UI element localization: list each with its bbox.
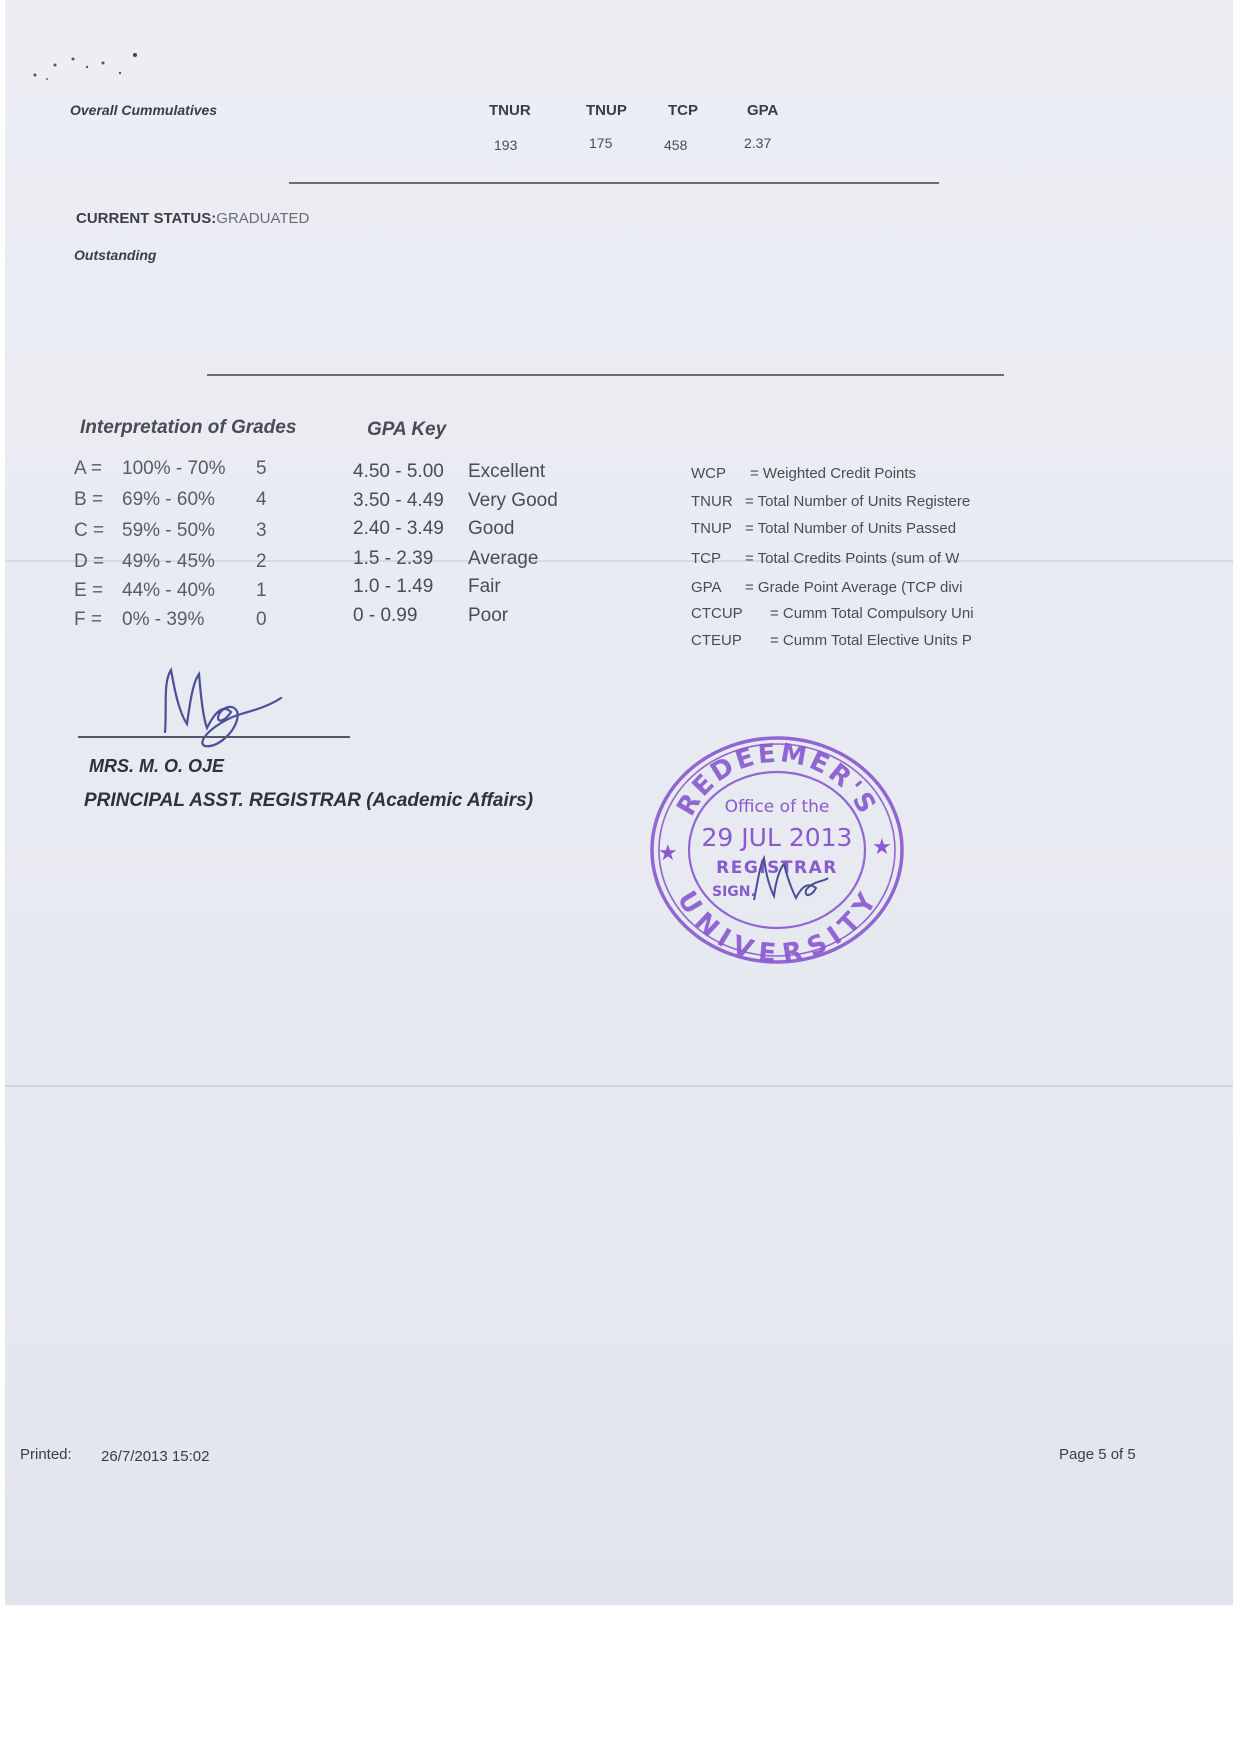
abbreviation-meaning: = Total Number of Units Passed (745, 520, 957, 537)
grade-grade: E = (74, 580, 104, 601)
printed-value: 26/7/2013 15:02 (101, 1448, 210, 1465)
transcript-page (5, 0, 1233, 1605)
gpa-key-label: Poor (468, 605, 509, 626)
abbreviation-meaning: = Cumm Total Elective Units P (770, 632, 972, 649)
grade-point: 3 (256, 520, 267, 541)
grade-grade: B = (74, 489, 104, 510)
abbreviation-term: TNUR (691, 493, 733, 510)
gpa-key-range: 3.50 - 4.49 (353, 490, 444, 511)
value-gpa: 2.37 (744, 135, 772, 151)
value-tnup: 175 (589, 135, 613, 151)
stamp-star-icon: ★ (658, 841, 678, 866)
grade-grade: C = (74, 520, 105, 541)
grade-grade: F = (74, 609, 102, 630)
abbreviation-meaning: = Weighted Credit Points (750, 465, 917, 482)
header-tcp: TCP (668, 102, 698, 119)
grade-range: 59% - 50% (122, 520, 215, 541)
cumulatives-label: Overall Cummulatives (70, 102, 218, 118)
grade-point: 1 (256, 580, 267, 601)
grade-point: 0 (256, 609, 267, 630)
stamp-bottom-text: UNIVERSITY (670, 886, 885, 970)
stamp-top-text: REDEEMER'S (671, 738, 883, 822)
header-gpa: GPA (747, 102, 779, 119)
header-tnur: TNUR (489, 102, 531, 119)
grade-range: 49% - 45% (122, 551, 215, 572)
gpa-key-label: Excellent (468, 461, 546, 482)
abbreviation-term: TNUP (691, 520, 732, 537)
grade-grade: A = (74, 458, 102, 479)
value-tcp: 458 (664, 137, 688, 153)
stamp-sign-label: SIGN. (712, 884, 756, 900)
gpa-key-range: 1.5 - 2.39 (353, 548, 434, 569)
abbreviation-term: GPA (691, 579, 722, 596)
gpa-key-range: 1.0 - 1.49 (353, 576, 434, 597)
paper-fold (5, 1085, 1233, 1087)
gpa-key-label: Fair (468, 576, 501, 597)
stamp-seal (646, 730, 908, 970)
header-tnup: TNUP (586, 102, 627, 119)
gpa-key-label: Good (468, 518, 515, 539)
signatory-name: MRS. M. O. OJE (89, 756, 225, 776)
signature (145, 662, 295, 752)
status-value: GRADUATED (216, 210, 310, 227)
status-remark: Outstanding (74, 247, 157, 263)
registrar-stamp (646, 730, 908, 970)
abbreviation-term: WCP (691, 465, 726, 482)
abbreviation-meaning: = Total Number of Units Registere (745, 493, 971, 510)
signature-line (78, 736, 350, 738)
divider (289, 182, 939, 184)
page-number: Page 5 of 5 (1059, 1446, 1136, 1463)
signatory-title: PRINCIPAL ASST. REGISTRAR (Academic Affairs) (84, 790, 534, 811)
divider (207, 374, 1004, 376)
stamp-registrar: REGISTRAR (716, 858, 838, 878)
grade-range: 44% - 40% (122, 580, 215, 601)
grades-title: Interpretation of Grades (80, 417, 297, 438)
stamp-office-line: Office of the (724, 797, 830, 817)
stamp-star-icon: ★ (872, 835, 892, 860)
status-label: CURRENT STATUS: (76, 210, 217, 227)
current-status (76, 210, 309, 227)
grade-grade: D = (74, 551, 105, 572)
abbreviation-meaning: = Total Credits Points (sum of W (745, 550, 960, 567)
gpa-key-label: Average (468, 548, 539, 569)
grade-range: 100% - 70% (122, 458, 226, 479)
grade-range: 69% - 60% (122, 489, 215, 510)
grade-range: 0% - 39% (122, 609, 205, 630)
print-specks (25, 45, 145, 85)
gpa-key-range: 0 - 0.99 (353, 605, 418, 626)
stamp-date: 29 JUL 2013 (701, 823, 853, 852)
abbreviation-term: CTEUP (691, 632, 742, 649)
gpa-key-label: Very Good (468, 490, 558, 511)
gpa-key-range: 2.40 - 3.49 (353, 518, 444, 539)
printed-label: Printed: (20, 1446, 72, 1463)
gpa-key-title: GPA Key (367, 419, 447, 440)
gpa-key-range: 4.50 - 5.00 (353, 461, 444, 482)
value-tnur: 193 (494, 137, 518, 153)
abbreviation-meaning: = Cumm Total Compulsory Uni (770, 605, 974, 622)
grade-point: 4 (256, 489, 267, 510)
abbreviation-term: CTCUP (691, 605, 743, 622)
grade-point: 5 (256, 458, 267, 479)
abbreviation-meaning: = Grade Point Average (TCP divi (745, 579, 963, 596)
grade-point: 2 (256, 551, 267, 572)
abbreviation-term: TCP (691, 550, 721, 567)
